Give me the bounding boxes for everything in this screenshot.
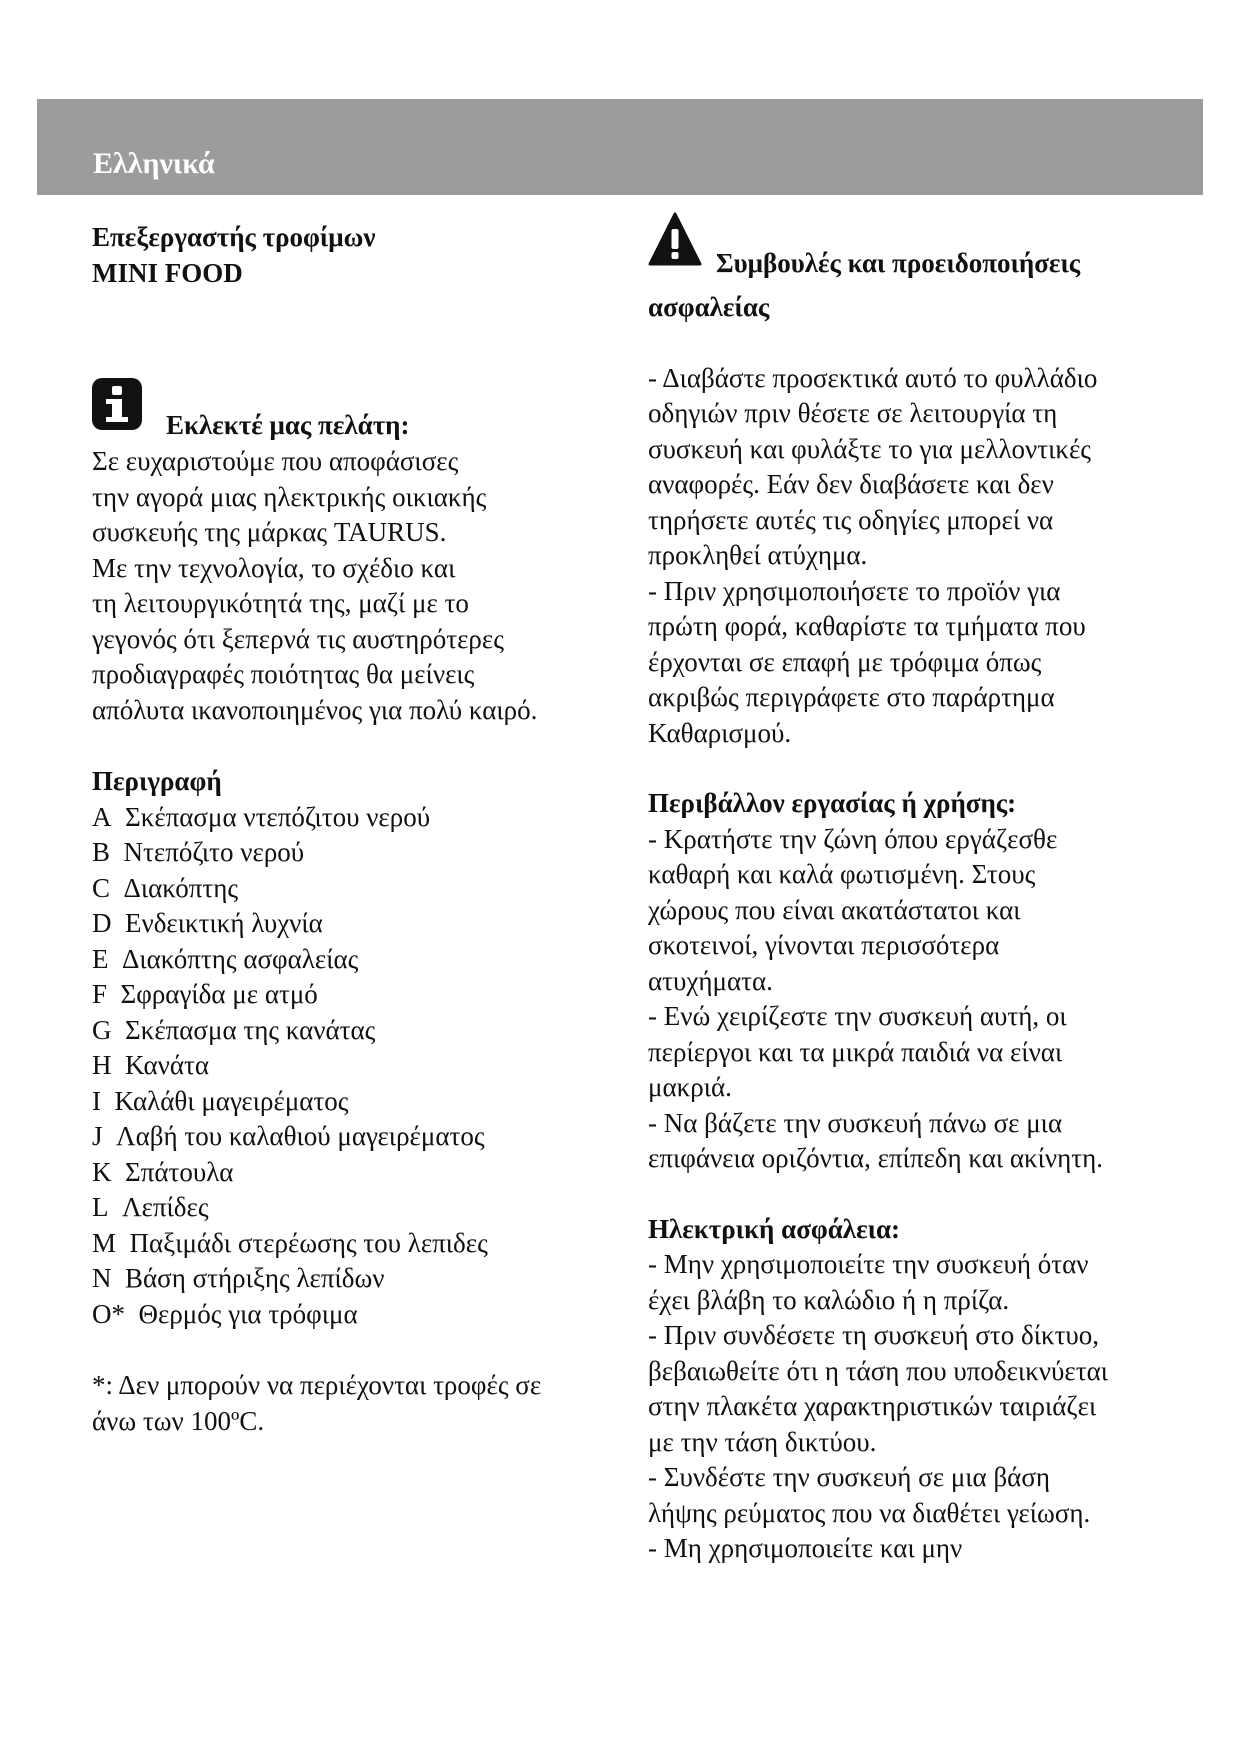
intro-line: γεγονός ότι ξεπερνά τις αυστηρότερες [92,623,504,654]
environment-line: σκοτεινοί, γίνονται περισσότερα [648,930,1000,960]
description-item-label: Σπάτουλα [125,1156,234,1187]
description-item [92,942,612,978]
environment-line: - Να βάζετε την συσκευή πάνω σε μια [648,1107,1063,1138]
description-item-key: G [92,1014,112,1045]
page-language-title: Ελληνικά [93,147,215,180]
description-item [92,1261,612,1297]
safety-paragraph [648,361,1168,752]
safety-line: τηρήσετε αυτές τις οδηγίες μπορεί να [648,504,1054,535]
description-item-key: C [92,872,111,903]
environment-line: ατυχήματα. [648,965,773,996]
footnote [92,1368,612,1439]
safety-heading-line2: ασφαλείας [648,292,770,322]
electrical-line: - Μη χρησιμοποιείτε και μην [648,1533,963,1563]
description-item [92,977,612,1013]
description-item-label: Διακόπτης ασφαλείας [122,943,359,974]
description-item-key: H [92,1050,112,1080]
description-item [92,1155,612,1191]
description-item-key: E [92,943,109,974]
environment-line: χώρους που είναι ακατάστατοι και [648,894,1021,925]
environment-heading: Περιβάλλον εργασίας ή χρήσης: [648,788,1017,818]
environment-line: επιφάνεια οριζόντια, επίπεδη και ακίνητη. [648,1143,1103,1173]
electrical-line: στην πλακέτα χαρακτηριστικών ταιριάζει [648,1391,1097,1421]
safety-line: προκληθεί ατύχημα. [648,540,868,570]
electrical-line: βεβαιωθείτε ότι η τάση που υποδεικνύεται [648,1355,1108,1386]
customer-heading: Εκλεκτέ μας πελάτη: [166,410,410,440]
description-item-label: Σφραγίδα με ατμό [120,979,318,1009]
description-item-key: D [92,908,112,938]
intro-line: τη λειτουργικότητά της, μαζί με το [92,588,469,618]
description-item-key: I [92,1085,101,1116]
environment-line: μακριά. [648,1072,732,1102]
safety-line: ακριβώς περιγράφετε στο παράρτημα [648,682,1055,712]
electrical-heading: Ηλεκτρική ασφάλεια: [648,1213,901,1244]
description-item [92,1013,612,1049]
safety-heading-row [648,220,1168,290]
electrical-line: έχει βλάβη το καλώδιο ή η πρίζα. [648,1284,1010,1315]
electrical-line: - Πριν συνδέσετε τη συσκευή στο δίκτυο, [648,1320,1100,1350]
description-item [92,906,612,942]
footnote-line: *: Δεν μπορούν να περιέχονται τροφές σε [92,1370,542,1400]
description-item-label: Ενδεικτική λυχνία [125,908,323,938]
description-item [92,1226,612,1262]
electrical-paragraph [648,1247,1168,1567]
description-item-key: B [92,837,111,867]
footnote-line: άνω των 100ºC. [92,1405,265,1436]
description-item [92,1297,612,1333]
environment-line: - Ενώ χειρίζεστε την συσκευή αυτή, οι [648,1001,1067,1031]
description-item-label: Σκέπασμα ντεπόζιτου νερού [125,801,431,832]
environment-line: - Κρατήστε την ζώνη όπου εργάζεσθε [648,823,1058,854]
intro-line: Σε ευχαριστούμε που αποφάσισες [92,446,459,476]
intro-line: συσκευής της μάρκας TAURUS. [92,517,447,547]
intro-line: Με την τεχνολογία, το σχέδιο και [92,552,456,583]
safety-heading-line1: Συμβουλές και προειδοποιήσεις [716,248,1081,278]
safety-line: αναφορές. Εάν δεν διαβάσετε και δεν [648,469,1054,499]
description-item-key: A [92,801,112,832]
customer-heading-row [92,378,612,444]
safety-line: έρχονται σε επαφή με τρόφιμα όπως [648,646,1042,677]
description-item-key: O* [92,1298,125,1329]
description-list [92,800,612,1333]
description-item-label: Ντεπόζιτο νερού [123,837,305,867]
electrical-line: - Μην χρησιμοποιείτε την συσκευή όταν [648,1249,1089,1279]
safety-line: συσκευή και φυλάξτε το για μελλοντικές [648,433,1091,464]
description-item-label: Λεπίδες [122,1192,209,1222]
safety-line: πρώτη φορά, καθαρίστε τα τμήματα που [648,611,1086,641]
electrical-line: - Συνδέστε την συσκευή σε μια βάση [648,1462,1051,1492]
header-bar [37,99,1203,195]
product-title-line1: Επεξεργαστής τροφίμων [92,222,376,252]
description-item-key: F [92,979,108,1009]
environment-paragraph [648,822,1168,1177]
safety-line: - Πριν χρησιμοποιήσετε το προϊόν για [648,575,1061,606]
description-item [92,1048,612,1084]
left-column [92,220,612,1439]
description-item-label: Κανάτα [125,1050,209,1080]
intro-line: την αγορά μιας ηλεκτρικής οικιακής [92,481,487,512]
description-item [92,1119,612,1155]
environment-line: περίεργοι και τα μικρά παιδιά να είναι [648,1036,1063,1067]
environment-line: καθαρή και καλά φωτισμένη. Στους [648,859,1036,889]
description-item-key: K [92,1156,112,1187]
product-title-line2: MINI FOOD [92,257,243,288]
safety-line: Καθαρισμού. [648,717,792,748]
description-item-label: Καλάθι μαγειρέματος [114,1085,349,1116]
description-item [92,871,612,907]
intro-line: προδιαγραφές ποιότητας θα μείνεις [92,659,475,689]
description-item-label: Παξιμάδι στερέωσης του λεπιδες [129,1227,488,1258]
intro-line: απόλυτα ικανοποιημένος για πολύ καιρό. [92,694,538,725]
description-item-label: Βάση στήριξης λεπίδων [125,1263,385,1293]
description-item-key: J [92,1121,103,1151]
description-item-label: Σκέπασμα της κανάτας [125,1014,376,1045]
description-heading: Περιγραφή [92,766,222,796]
description-item-label: Διακόπτης [123,872,239,903]
description-item [92,835,612,871]
electrical-line: λήψης ρεύματος που να διαθέτει γείωση. [648,1497,1091,1528]
description-item [92,1190,612,1226]
electrical-line: με την τάση δικτύου. [648,1426,877,1457]
description-item [92,1084,612,1120]
right-column [648,220,1168,1567]
safety-line: οδηγιών πριν θέσετε σε λειτουργία τη [648,398,1058,428]
description-item [92,800,612,836]
description-item-key: L [92,1192,109,1222]
warning-icon [648,212,702,268]
safety-line: - Διαβάστε προσεκτικά αυτό το φυλλάδιο [648,362,1098,393]
description-item-key: M [92,1227,117,1258]
description-item-key: N [92,1263,112,1293]
description-item-label: Θερμός για τρόφιμα [138,1298,358,1329]
description-item-label: Λαβή του καλαθιού μαγειρέματος [116,1121,485,1151]
info-icon [92,378,142,430]
intro-paragraph [92,444,612,728]
